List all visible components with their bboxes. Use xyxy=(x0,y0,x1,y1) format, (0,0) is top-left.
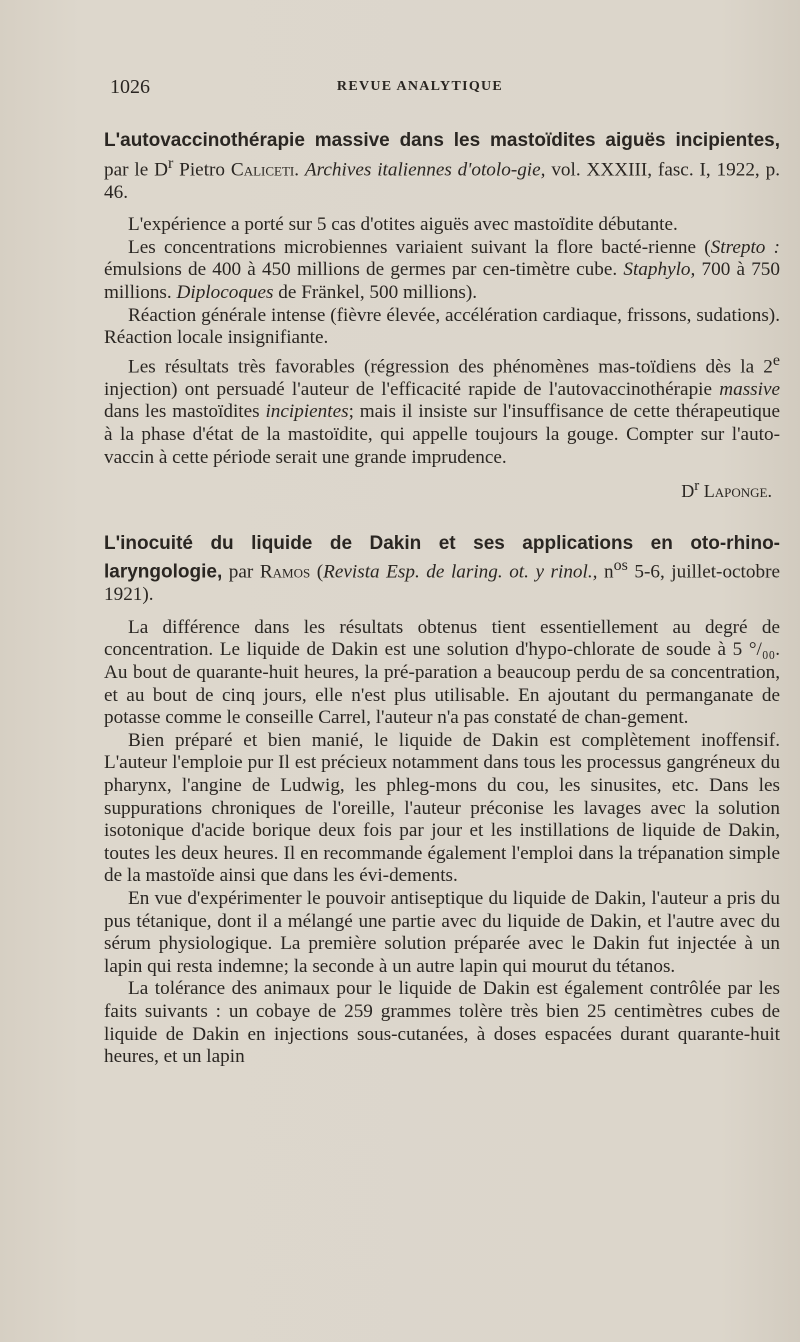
article-1-title: L'autovaccinothérapie massive dans les mastoïdites aiguës incipientes, xyxy=(104,130,780,151)
article-1-author-sup: r xyxy=(167,154,174,172)
text-run: Strepto : xyxy=(710,236,780,258)
running-head: REVUE ANALYTIQUE xyxy=(336,79,504,94)
article-1-author-name: Caliceti xyxy=(230,158,295,180)
article-2-paragraph-3: En vue d'expérimenter le pouvoir antiseptique du liquide de Dakin, l'auteur a pris du pus tétanique, dont il a mélangé une partie avec du liquide de Dakin, et l'autre avec du sérum physiologique. La première solution préparée avec le Dakin fut injectée à un lapin qui resta indemne; la seconde à un autre lapin qui mourut du tétanos. xyxy=(104,887,780,977)
article-2-title: L'inocuité du liquide de Dakin et ses applications en oto-rhino-laryngologie, xyxy=(104,532,780,583)
text-run: e xyxy=(772,351,780,369)
text-run: Les concentrations microbiennes variaient suivant la flore bacté-rienne ( xyxy=(128,236,711,258)
text-run: r xyxy=(694,478,700,495)
text-run: injection) ont persuadé l'auteur de l'efficacité rapide de l'autovaccinothérapie xyxy=(104,378,720,400)
article-1-heading xyxy=(104,130,780,204)
text-run: La différence dans les résultats obtenus tient essentiellement au degré de concentration. Le liquide de Dakin est une solution d'hypo-chlorate de soude à 5 xyxy=(104,616,780,661)
article-2-source: 5-6, juillet-octobre 1921). xyxy=(104,561,780,606)
article-1-journal: Archives italiennes d'otolo-gie, xyxy=(304,158,546,180)
text-run: D xyxy=(681,481,695,502)
text-run: 700 à 750 millions. xyxy=(104,259,780,303)
article-1-author-prefix: par le D xyxy=(104,158,168,180)
article-2-paragraph-2: Bien préparé et bien manié, le liquide de Dakin est complètement inoffensif. L'auteur l'emploie pur Il est précieux notamment dans tous les processus gangréneux du pharynx, l'angine de Ludwig, les phleg-mons du cou, les sinusites, etc. Dans les suppurations chroniques de l'oreille, l'auteur préconise les lavages avec la solution isotonique d'acide borique deux fois par jour et les instillations de liquide de Dakin, toutes les deux heures. Il en recommande également l'emploi dans la trépanation simple de la mastoïde ainsi que dans les évi-dements. xyxy=(104,729,780,887)
article-2-paragraph-1 xyxy=(104,617,780,730)
text-run: Staphylo, xyxy=(623,259,696,281)
article-1-source: vol. XXXIII, fasc. I, 1922, p. 46. xyxy=(104,158,780,203)
text-run: Diplocoques xyxy=(176,281,274,303)
section-gap xyxy=(104,503,780,533)
text-run: Laponge. xyxy=(699,481,772,502)
article-1-paragraph-1: L'expérience a porté sur 5 cas d'otites aiguës avec mastoïdite débutante. xyxy=(128,214,678,236)
text-run: dans les mastoïdites xyxy=(104,401,266,423)
article-1-paragraph-3: Réaction générale intense (fièvre élevée, accélération cardiaque, frissons, sudations). Réaction locale insignifiante. xyxy=(104,304,780,349)
text-run: °/₀₀ xyxy=(748,639,776,661)
article-1-author-given: Pietro xyxy=(173,158,231,180)
article-1-signature xyxy=(104,475,772,503)
article-2-author-prefix: par xyxy=(222,561,260,583)
article-2-heading xyxy=(104,533,780,607)
text-run: . Au bout de quarante-huit heures, la pré-paration a beaucoup perdu de sa concentration, et au bout de cinq jours, elle n'est plus utilisable. En ajoutant du permanganate de potasse comme le conseille Carrel, l'auteur n'a pas constaté de chan-gement. xyxy=(104,639,780,729)
article-2-author-name: Ramos xyxy=(259,561,311,583)
text-run: incipientes xyxy=(265,401,349,423)
article-1-paragraph-4 xyxy=(104,350,780,469)
text-run: ; mais il insiste sur l'insuffisance de cette thérapeutique à la phase d'état de la mastoïdite, qui appelle toujours la gouge. Compter sur l'auto-vaccin à cette période serait une grande imprudence. xyxy=(104,401,780,468)
text-run: ( xyxy=(310,561,324,583)
article-2-paragraph-4: La tolérance des animaux pour le liquide de Dakin est également contrôlée par les faits suivants : un cobaye de 259 grammes tolère très bien 25 centimètres cubes de liquide de Dakin en injections sous-cutanées, à doses espacées durant quarante-huit heures, et un lapin xyxy=(104,978,780,1068)
text-run: émulsions de 400 à 450 millions de germes par cen-timètre cube. xyxy=(104,259,624,281)
article-2-journal: Revista Esp. de laring. ot. y rinol., xyxy=(323,561,598,583)
page-header xyxy=(110,76,730,100)
text-run: de Fränkel, 500 millions). xyxy=(273,281,478,303)
article-1-author-suffix: . xyxy=(294,158,305,180)
page-number: 1026 xyxy=(110,76,150,98)
text-run: massive xyxy=(719,378,780,400)
page-body xyxy=(104,130,780,1069)
text-run: n xyxy=(597,561,614,583)
text-run: os xyxy=(613,557,628,575)
text-run: Les résultats très favorables (régression des phénomènes mas-toïdiens dès la 2 xyxy=(128,356,773,378)
article-1-paragraph-2 xyxy=(104,237,780,305)
